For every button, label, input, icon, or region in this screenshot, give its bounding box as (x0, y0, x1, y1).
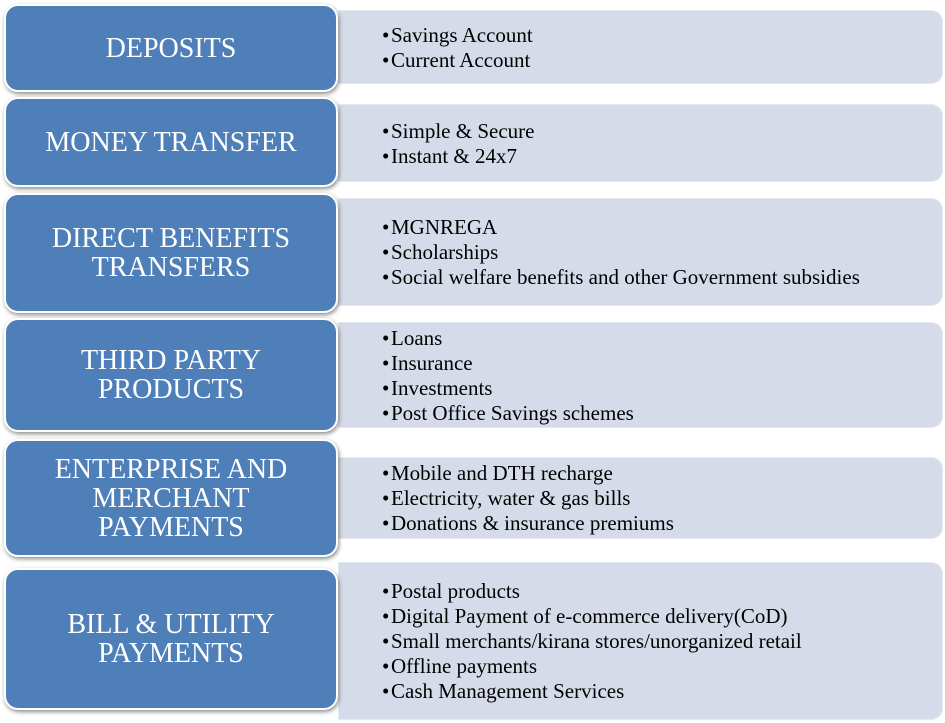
label-line: TRANSFERS (91, 252, 251, 283)
bullet-item: • Investments (382, 377, 933, 399)
bullet-list (382, 577, 933, 705)
bullet-list (382, 213, 933, 291)
bullet-item: • Cash Management Services (382, 680, 933, 702)
bullet-item: • Current Account (382, 49, 933, 71)
bullet-item: • Instant & 24x7 (382, 145, 933, 167)
label-line: MERCHANT (92, 482, 250, 514)
bullet-item: • Donations & insurance premiums (382, 512, 933, 534)
panel-enterprise (338, 457, 943, 539)
bullet-item: • MGNREGA (382, 216, 933, 238)
label-enterprise (4, 439, 338, 557)
bullet-item: • Savings Account (382, 24, 933, 46)
label-line: PRODUCTS (97, 374, 245, 405)
bullet-list (382, 459, 933, 537)
bullet-item: • Insurance (382, 352, 933, 374)
panel-bill-utility (338, 562, 943, 720)
bullet-item: • Digital Payment of e-commerce delivery(CoD) (382, 605, 933, 627)
bullet-item: • Postal products (382, 580, 933, 602)
bullet-item: • Offline payments (382, 655, 933, 677)
label-line: DEPOSITS (105, 32, 237, 64)
bullet-item: • Post Office Savings schemes (382, 402, 933, 424)
panel-direct-benefits (338, 198, 943, 306)
bullet-item: • Small merchants/kirana stores/unorganized retail (382, 630, 933, 652)
label-line: ENTERPRISE AND (54, 453, 288, 485)
label-third-party (4, 318, 338, 432)
bullet-list (382, 21, 933, 74)
bullet-item: • Loans (382, 327, 933, 349)
bullet-item: • Electricity, water & gas bills (382, 487, 933, 509)
panel-deposits (338, 10, 943, 84)
bullet-list (382, 117, 933, 170)
bullet-list (382, 324, 933, 427)
panel-third-party (338, 322, 943, 428)
bullet-item: • Scholarships (382, 241, 933, 263)
label-line: MONEY TRANSFER (45, 126, 297, 158)
label-line: PAYMENTS (98, 638, 244, 669)
panel-money-transfer (338, 104, 943, 182)
bullet-item: • Mobile and DTH recharge (382, 462, 933, 484)
bullet-item: • Simple & Secure (382, 120, 933, 142)
label-money-transfer (4, 97, 338, 187)
label-bill-utility (4, 568, 338, 710)
label-line: THIRD PARTY (80, 345, 262, 376)
bullet-item: • Social welfare benefits and other Government subsidies (382, 266, 933, 288)
label-line: PAYMENTS (98, 511, 244, 543)
label-direct-benefits (4, 193, 338, 313)
label-line: DIRECT BENEFITS (51, 223, 291, 254)
label-deposits (4, 4, 338, 92)
label-line: BILL & UTILITY (67, 609, 275, 640)
